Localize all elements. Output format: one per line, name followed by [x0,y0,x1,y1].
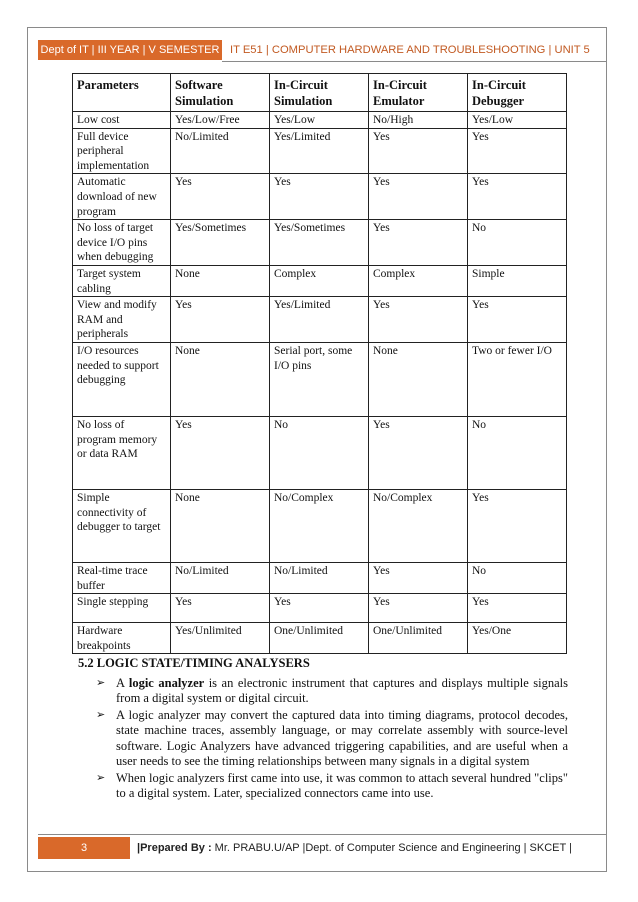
table-cell: Yes [369,174,468,220]
table-row [73,623,567,654]
table-cell: View and modify RAM and peripherals [73,297,171,343]
table-cell: One/Unlimited [369,623,468,654]
table-cell: Serial port, some I/O pins [270,342,369,416]
section-heading: 5.2 LOGIC STATE/TIMING ANALYSERS [78,656,310,670]
table-header-row [73,74,567,112]
table-cell: Simple [468,265,567,296]
table-cell: Yes [468,594,567,623]
table-cell: Single stepping [73,594,171,623]
col-header-in-circuit-emulator: In-Circuit Emulator [369,74,468,112]
table-cell: No [468,562,567,593]
table-cell: Yes [369,562,468,593]
table-cell: Simple connectivity of debugger to target [73,489,171,562]
footer-prepared-label: |Prepared By : [137,842,212,854]
table-cell: Yes [468,297,567,343]
table-row [73,297,567,343]
table-cell: One/Unlimited [270,623,369,654]
table-row [73,562,567,593]
table-cell: Real-time trace buffer [73,562,171,593]
table-cell: Yes [468,489,567,562]
table-row [73,265,567,296]
table-row [73,112,567,129]
footer-rule [38,834,606,835]
table-cell: Yes [270,174,369,220]
col-header-software-simulation: Software Simulation [171,74,270,112]
table-cell: Yes [369,594,468,623]
arrow-bullet-icon: ➢ [96,708,106,721]
bullet-text: A [116,675,129,690]
table-cell: Two or fewer I/O [468,342,567,416]
list-item [78,771,568,802]
table-cell: Yes [369,416,468,489]
table-cell: Yes/Limited [270,128,369,174]
table-cell: Yes [171,297,270,343]
table-cell: Yes/Limited [270,297,369,343]
header-dept-badge: Dept of IT | III YEAR | V SEMESTER [38,40,222,60]
bullet-bold-term: logic analyzer [128,675,205,690]
table-row [73,342,567,416]
bullet-text: When logic analyzers first came into use, it was common to attach several hundred "clips" to a digital system. Later, specialized connectors came into use. [116,770,568,800]
table-cell: None [369,342,468,416]
table-cell: Yes [171,174,270,220]
table-cell: Yes [468,128,567,174]
table-cell: No loss of target device I/O pins when debugging [73,220,171,266]
table-cell: Yes/Sometimes [171,220,270,266]
table-cell: Complex [369,265,468,296]
table-cell: I/O resources needed to support debugging [73,342,171,416]
table-cell: Low cost [73,112,171,129]
footer-prepared-text: Mr. PRABU.U/AP |Dept. of Computer Science and Engineering | SKCET | [211,842,572,854]
col-header-parameters: Parameters [73,74,171,112]
list-item [78,708,568,770]
table-cell: No/Limited [171,128,270,174]
table-cell: Yes [171,416,270,489]
table-cell: Full device peripheral implementation [73,128,171,174]
list-item [78,676,568,707]
debugger-comparison-table [72,73,567,654]
table-cell: No/Complex [369,489,468,562]
table-cell: No [468,416,567,489]
header-rule [222,61,606,62]
arrow-bullet-icon: ➢ [96,771,106,784]
table-cell: Complex [270,265,369,296]
table-cell: Yes [468,174,567,220]
table-cell: Yes [369,128,468,174]
table-cell: None [171,265,270,296]
arrow-bullet-icon: ➢ [96,676,106,689]
table-cell: No [468,220,567,266]
col-header-in-circuit-simulation: In-Circuit Simulation [270,74,369,112]
page-number-badge: 3 [38,837,130,859]
table-cell: No/Limited [171,562,270,593]
table-cell: No/Limited [270,562,369,593]
table-cell: Yes/One [468,623,567,654]
table-row [73,416,567,489]
table-cell: Automatic download of new program [73,174,171,220]
table-cell: Yes/Low [270,112,369,129]
table-cell: None [171,489,270,562]
table-cell: Hardware breakpoints [73,623,171,654]
table-cell: Yes/Low/Free [171,112,270,129]
bullet-text: A logic analyzer may convert the captured data into timing diagrams, protocol decodes, state machine traces, assembly language, or may correlate assembly with source-level software. Logic Analyzers have advanced triggering capabilities, and are useful when a user needs to see the timing relationships between many signals in a digital system [116,707,568,768]
bullet-text: is an electronic instrument that captures and displays multiple signals from a digital system or digital circuit. [116,675,568,705]
table-cell: Yes/Low [468,112,567,129]
table-row [73,489,567,562]
table-row [73,220,567,266]
table-cell: Target system cabling [73,265,171,296]
table-cell: No loss of program memory or data RAM [73,416,171,489]
table-cell: Yes [369,220,468,266]
table-row [73,594,567,623]
table-cell: Yes [270,594,369,623]
table-cell: No/Complex [270,489,369,562]
col-header-in-circuit-debugger: In-Circuit Debugger [468,74,567,112]
logic-analyser-section [78,656,568,803]
header-course-title: IT E51 | COMPUTER HARDWARE AND TROUBLESHOOTING | UNIT 5 [230,44,590,56]
table-row [73,128,567,174]
table-cell: Yes/Unlimited [171,623,270,654]
table-cell: None [171,342,270,416]
table-row [73,174,567,220]
table-cell: No [270,416,369,489]
footer-credits [137,837,577,859]
table-cell: Yes [369,297,468,343]
table-cell: Yes/Sometimes [270,220,369,266]
table-cell: No/High [369,112,468,129]
bullet-list [78,676,568,802]
table-cell: Yes [171,594,270,623]
